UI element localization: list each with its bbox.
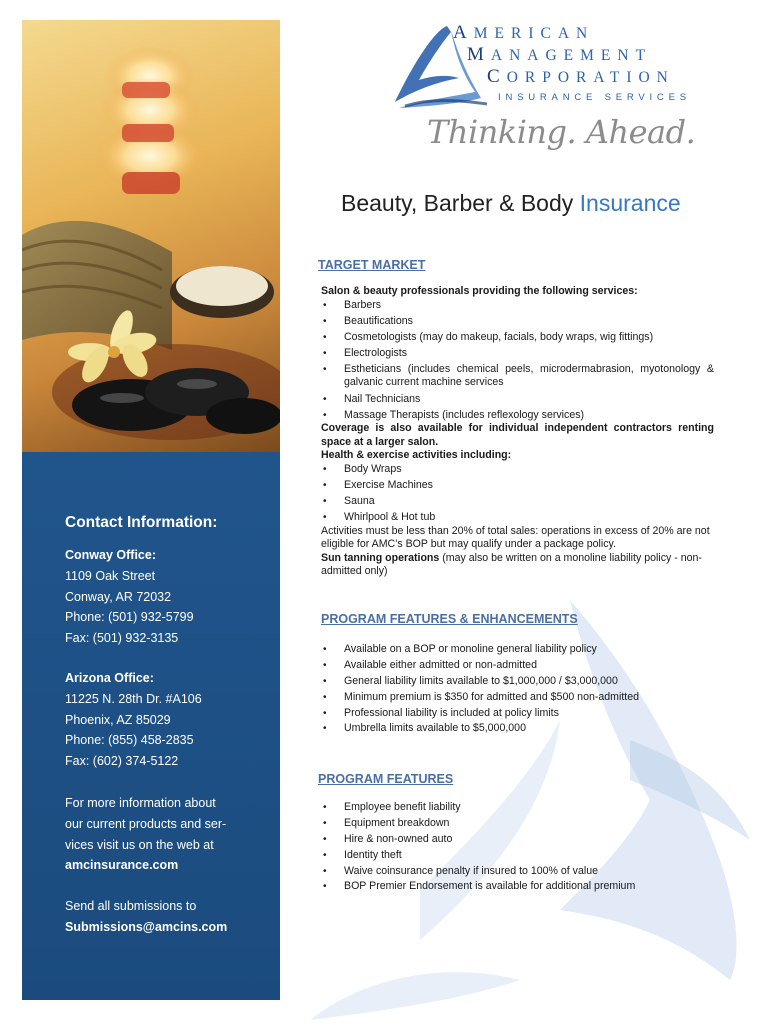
more-info (65, 793, 226, 876)
enhancements-section (321, 643, 721, 738)
website-link[interactable]: amcinsurance.com (65, 858, 179, 873)
conway-city: Conway, AR 72032 (65, 589, 172, 604)
coverage-note: Coverage is also available for individual independent contractors renting space at a larger salon. (321, 422, 714, 448)
list-item: • Professional liability is included at policy limits (321, 707, 721, 723)
list-item: • Hire & non-owned auto (321, 833, 721, 849)
submissions-label: Send all submissions to (65, 899, 197, 913)
list-item: • Cosmetologists (may do makeup, facials, body wraps, wig fittings) (321, 331, 714, 347)
target-market-section (321, 285, 714, 579)
logo-services: INSURANCE SERVICES (498, 92, 691, 103)
tagline: Thinking. Ahead. (427, 113, 696, 151)
list-item: • Sauna (321, 495, 714, 511)
logo-line-3: CORPORATION (487, 66, 675, 87)
title-main: Beauty, Barber & Body (341, 190, 574, 216)
list-item: • Electrologists (321, 347, 714, 363)
company-logo (385, 20, 705, 120)
program-features-heading: PROGRAM FEATURES (318, 772, 454, 786)
contact-panel (22, 452, 280, 1000)
target-market-heading: TARGET MARKET (318, 258, 426, 272)
conway-phone: Phone: (501) 932-5799 (65, 610, 194, 625)
list-item: • Available either admitted or non-admitted (321, 659, 721, 675)
list-item: • Massage Therapists (includes reflexology services) (321, 409, 714, 423)
list-item: • Body Wraps (321, 463, 714, 479)
arizona-fax: Fax: (602) 374-5122 (65, 754, 179, 769)
health-list (321, 463, 714, 525)
list-item: • Employee benefit liability (321, 801, 721, 817)
services-list (321, 299, 714, 423)
arizona-city: Phoenix, AZ 85029 (65, 712, 171, 727)
conway-office-label: Conway Office: (65, 548, 156, 562)
title-accent: Insurance (579, 190, 681, 216)
submissions-email-link[interactable]: Submissions@amcins.com (65, 919, 228, 934)
list-item: • Equipment breakdown (321, 817, 721, 833)
list-item: • Barbers (321, 299, 714, 315)
submissions (65, 896, 227, 938)
contact-heading: Contact Information: (65, 514, 218, 531)
list-item: • Beautifications (321, 315, 714, 331)
arizona-office (65, 668, 202, 772)
enhancements-list (321, 643, 721, 738)
activities-note: Activities must be less than 20% of total sales: operations in excess of 20% are not eligible for AMC’s BOP but may qualify under a package policy. (321, 524, 710, 551)
enhancements-heading: PROGRAM FEATURES & ENHANCEMENTS (321, 612, 578, 626)
target-market-intro: Salon & beauty professionals providing the following services: (321, 285, 638, 297)
arizona-street: 11225 N. 28th Dr. #A106 (65, 691, 202, 706)
logo-line-1: AMERICAN (453, 22, 595, 43)
list-item: • Minimum premium is $350 for admitted and $500 non-admitted (321, 691, 721, 707)
spa-photo-illustration (22, 20, 280, 452)
list-item: • Umbrella limits available to $5,000,000 (321, 722, 721, 738)
list-item: • Exercise Machines (321, 479, 714, 495)
tanning-rest: (may also be written on a monoline liability policy - non-admitted only) (321, 551, 702, 578)
list-item: • Estheticians (includes chemical peels, microdermabrasion, myotonology & galvanic current machine services (321, 363, 714, 393)
list-item: • General liability limits available to $1,000,000 / $3,000,000 (321, 675, 721, 691)
list-item: • Waive coinsurance penalty if insured to 100% of value (321, 865, 721, 881)
tanning-bold: Sun tanning operations (321, 551, 440, 564)
list-item: • Identity theft (321, 849, 721, 865)
arizona-phone: Phone: (855) 458-2835 (65, 733, 194, 748)
page-title (341, 190, 681, 217)
tanning-note (321, 552, 714, 579)
arizona-office-label: Arizona Office: (65, 671, 154, 685)
logo-line-2: MANAGEMENT (467, 44, 653, 65)
conway-fax: Fax: (501) 932-3135 (65, 631, 179, 646)
list-item: • Nail Technicians (321, 393, 714, 409)
more-info-line: For more information about (65, 796, 216, 810)
more-info-line: vices visit us on the web at (65, 837, 214, 852)
list-item: • BOP Premier Endorsement is available for additional premium (321, 880, 721, 896)
conway-street: 1109 Oak Street (65, 568, 156, 583)
more-info-line: our current products and ser- (65, 816, 227, 831)
health-intro: Health & exercise activities including: (321, 449, 512, 462)
list-item: • Available on a BOP or monoline general liability policy (321, 643, 721, 659)
spa-photo (22, 20, 280, 452)
conway-office (65, 545, 194, 649)
program-features-list (321, 801, 721, 896)
list-item: • Whirlpool & Hot tub (321, 511, 714, 525)
program-features-section (321, 801, 721, 896)
